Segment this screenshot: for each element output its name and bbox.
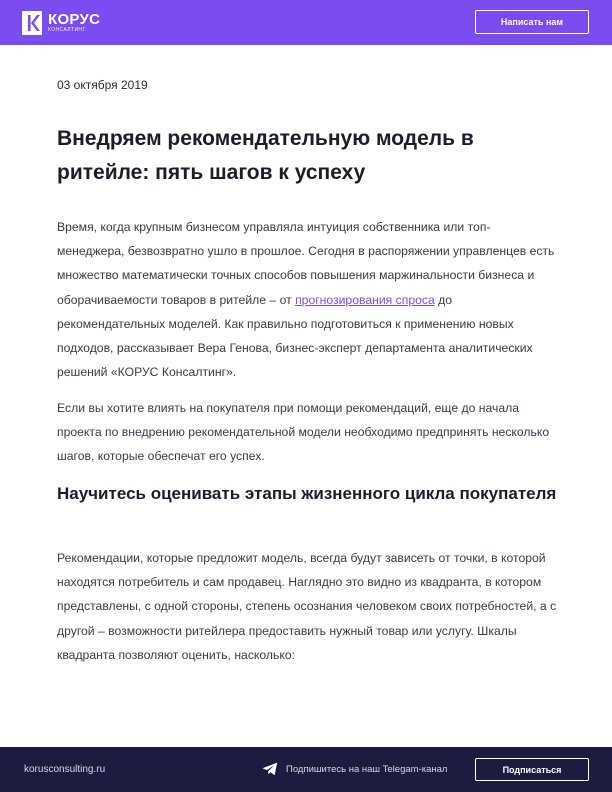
telegram-subscribe-text[interactable]: Подпишитесь на наш Telegam-канал [286,764,448,775]
site-link[interactable]: korusconsulting.ru [24,764,106,775]
top-bar [0,0,612,45]
paragraph-quadrant: Рекомендации, которые предложит модель, всегда будут зависеть от точки, в которой находятся потребитель и сам продавец. Наглядно это видно из квадранта, в котором представлены, с одной стороны, степень осознания человеком своих потребностей, а с другой – возможности ритейлера предоставить нужный товар или услугу. Шкалы квадранта позволяют оценить, насколько: [57,551,557,662]
section-heading: Научитесь оценивать этапы жизненного цикла покупателя [57,484,557,503]
demand-forecast-link[interactable]: прогнозирования спроса [295,292,435,307]
article-date: 03 октября 2019 [57,78,148,92]
article-title: Внедряем рекомендательную модель в ритейле: пять шагов к успеху [57,127,474,184]
subscribe-button[interactable]: Подписаться [475,758,589,781]
paragraph-intro-text-end: до рекомендательных моделей. Как правильно подготовиться к применению новых подходов, рассказывает Вера Генова, бизнес-эксперт департамента аналитических решений «КОРУС Консалтинг». [57,292,533,380]
telegram-icon[interactable] [262,762,278,776]
write-to-us-button[interactable]: Написать нам [475,10,589,34]
logo-mark-icon [22,11,42,35]
paragraph-intro [57,215,557,384]
paragraph-steps: Если вы хотите влиять на покупателя при помощи рекомендаций, еще до начала проекта по внедрению рекомендательной модели необходимо предпринять несколько шагов, которые обеспечат его успех. [57,401,550,464]
paragraph-intro-text: Время, когда крупным бизнесом управляла интуиция собственника или топ-менеджера, безвозвратно ушло в прошлое. Сегодня в распоряжении управленцев есть множество математически точных способов повышения маржинальности бизнеса и оборачиваемости товаров в ритейле – от [57,220,555,307]
logo-text: КОРУС [48,11,101,28]
footer-bar [0,747,612,792]
logo-subtext: КОНСАЛТИНГ [48,27,86,33]
